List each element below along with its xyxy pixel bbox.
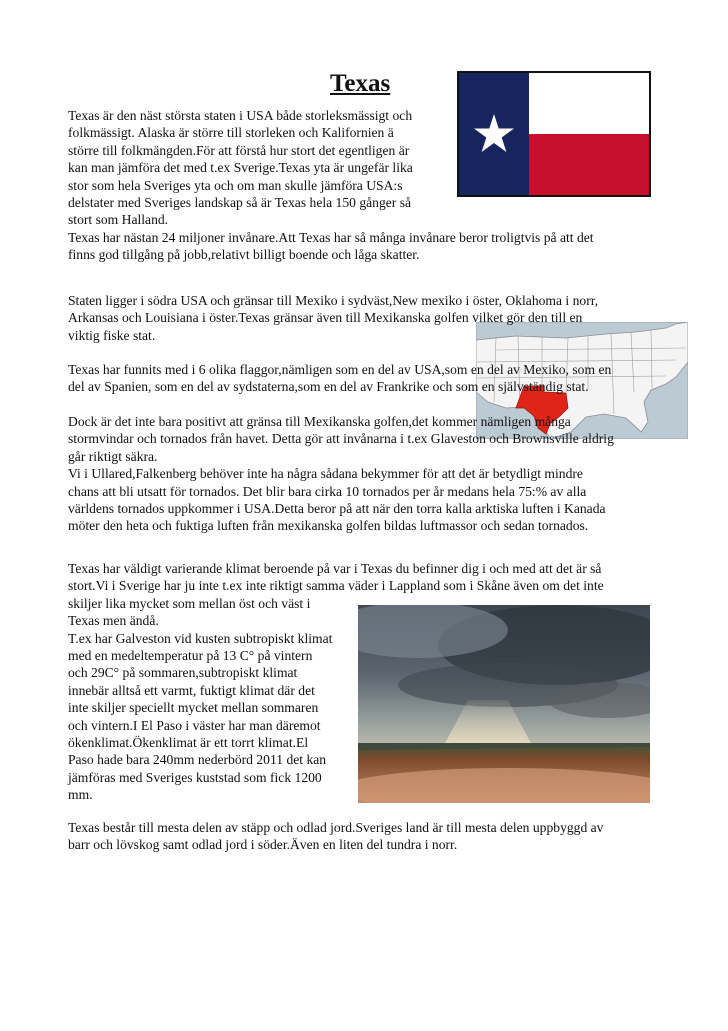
text-line: T.ex har Galveston vid kusten subtropiskt klimat	[68, 630, 333, 646]
text-line: Texas men ändå.	[68, 613, 159, 629]
text-line: Arkansas och Louisiana i öster.Texas gränsar även till Mexikanska golfen vilket gör den till en	[68, 310, 583, 326]
text-line: kan man jämföra det med t.ex Sverige.Texas yta är ungefär lika	[68, 160, 413, 176]
location-paragraph	[68, 292, 598, 344]
text-line: Vi i Ullared,Falkenberg behöver inte ha några sådana bekymmer för att det är betydligt mindre	[68, 466, 583, 482]
text-line: med en medeltemperatur på 13 C° på vintern	[68, 648, 313, 664]
text-line: stormvindar och tornados från havet. Detta gör att invånarna i t.ex Glaveston och Brownsville aldrig	[68, 431, 614, 447]
text-line: viktig fiske stat.	[68, 327, 156, 343]
text-line: ökenklimat.Ökenklimat är ett torrt klimat.El	[68, 735, 309, 751]
land-paragraph	[68, 819, 603, 854]
text-line: Staten ligger i södra USA och gränsar till Mexiko i sydväst,New mexiko i öster, Oklahoma i norr,	[68, 293, 599, 308]
text-line: större till folkmängden.För att förstå hur stort det egentligen är	[68, 142, 410, 158]
text-line: Texas är den näst största staten i USA både storleksmässigt och	[68, 108, 413, 123]
text-line: barr och lövskog samt odlad jord i söder.Även en liten del tundra i norr.	[68, 837, 458, 853]
text-line: chans att bli utsatt för tornados. Det blir bara cirka 10 tornados per år medans hela 75:% av alla	[68, 483, 587, 499]
text-line: stort.Vi i Sverige har ju inte t.ex inte riktigt samma väder i Lappland som i Skåne även om det inte	[68, 578, 604, 594]
page-title: Texas	[330, 70, 391, 97]
text-line: Texas har funnits med i 6 olika flaggor,nämligen som en del av USA,som en del av Mexiko, som en	[68, 362, 612, 377]
text-line: mm.	[68, 787, 93, 803]
text-line: stort som Halland.	[68, 212, 169, 228]
text-line: går riktigt säkra.	[68, 448, 158, 464]
text-line: Texas består till mesta delen av stäpp och odlad jord.Sveriges land är till mesta delen uppbyggd av	[68, 820, 604, 835]
text-line: del av Spanien, som en del av sydstaterna,som en del av Frankrike och som en självständig stat.	[68, 379, 589, 395]
text-line: stor som hela Sveriges yta och om man skulle jämföra USA:s	[68, 177, 403, 193]
text-line: Texas har nästan 24 miljoner invånare.Att Texas har så många invånare beror troligtvis på att det	[68, 229, 594, 245]
text-line: världens tornados uppkommer i USA.Detta beror på att när den torra kalla arktiska luften i Kanada	[68, 501, 606, 517]
text-line: Texas har väldigt varierande klimat beroende på var i Texas du befinner dig i och med att det är så	[68, 561, 602, 576]
text-line: inte skiljer speciellt mycket mellan sommaren	[68, 700, 319, 716]
flags-paragraph	[68, 361, 611, 396]
text-line: delstater med Sveriges landskap så är Texas hela 150 gånger så	[68, 195, 412, 211]
text-line: skiljer lika mycket som mellan öst och väst i	[68, 595, 311, 611]
text-line: möter den heta och fuktiga luften från mexikanska golfen bildas luftmassor och sedan tornados.	[68, 518, 589, 534]
text-line: jämföras med Sveriges kuststad som fick 1200	[68, 769, 322, 785]
intro-paragraph	[68, 107, 594, 264]
text-line: Paso hade bara 240mm nederbörd 2011 det kan	[68, 752, 327, 768]
text-line: Dock är det inte bara positivt att gränsa till Mexikanska golfen,det kommer nämligen många	[68, 414, 571, 429]
text-line: finns god tillgång på jobb,relativt billigt boende och låga skatter.	[68, 247, 420, 263]
tornado-paragraph	[68, 413, 614, 535]
text-line: folkmässigt. Alaska är större till storleken och Kalifornien ä	[68, 125, 394, 141]
text-line: och 29C° på sommaren,subtropiskt klimat	[68, 665, 298, 681]
climate-paragraph	[68, 560, 604, 804]
text-line: innebär alltså ett varmt, fuktigt klimat där det	[68, 682, 315, 698]
text-line: och vintern.I El Paso i väster har man däremot	[68, 717, 321, 733]
